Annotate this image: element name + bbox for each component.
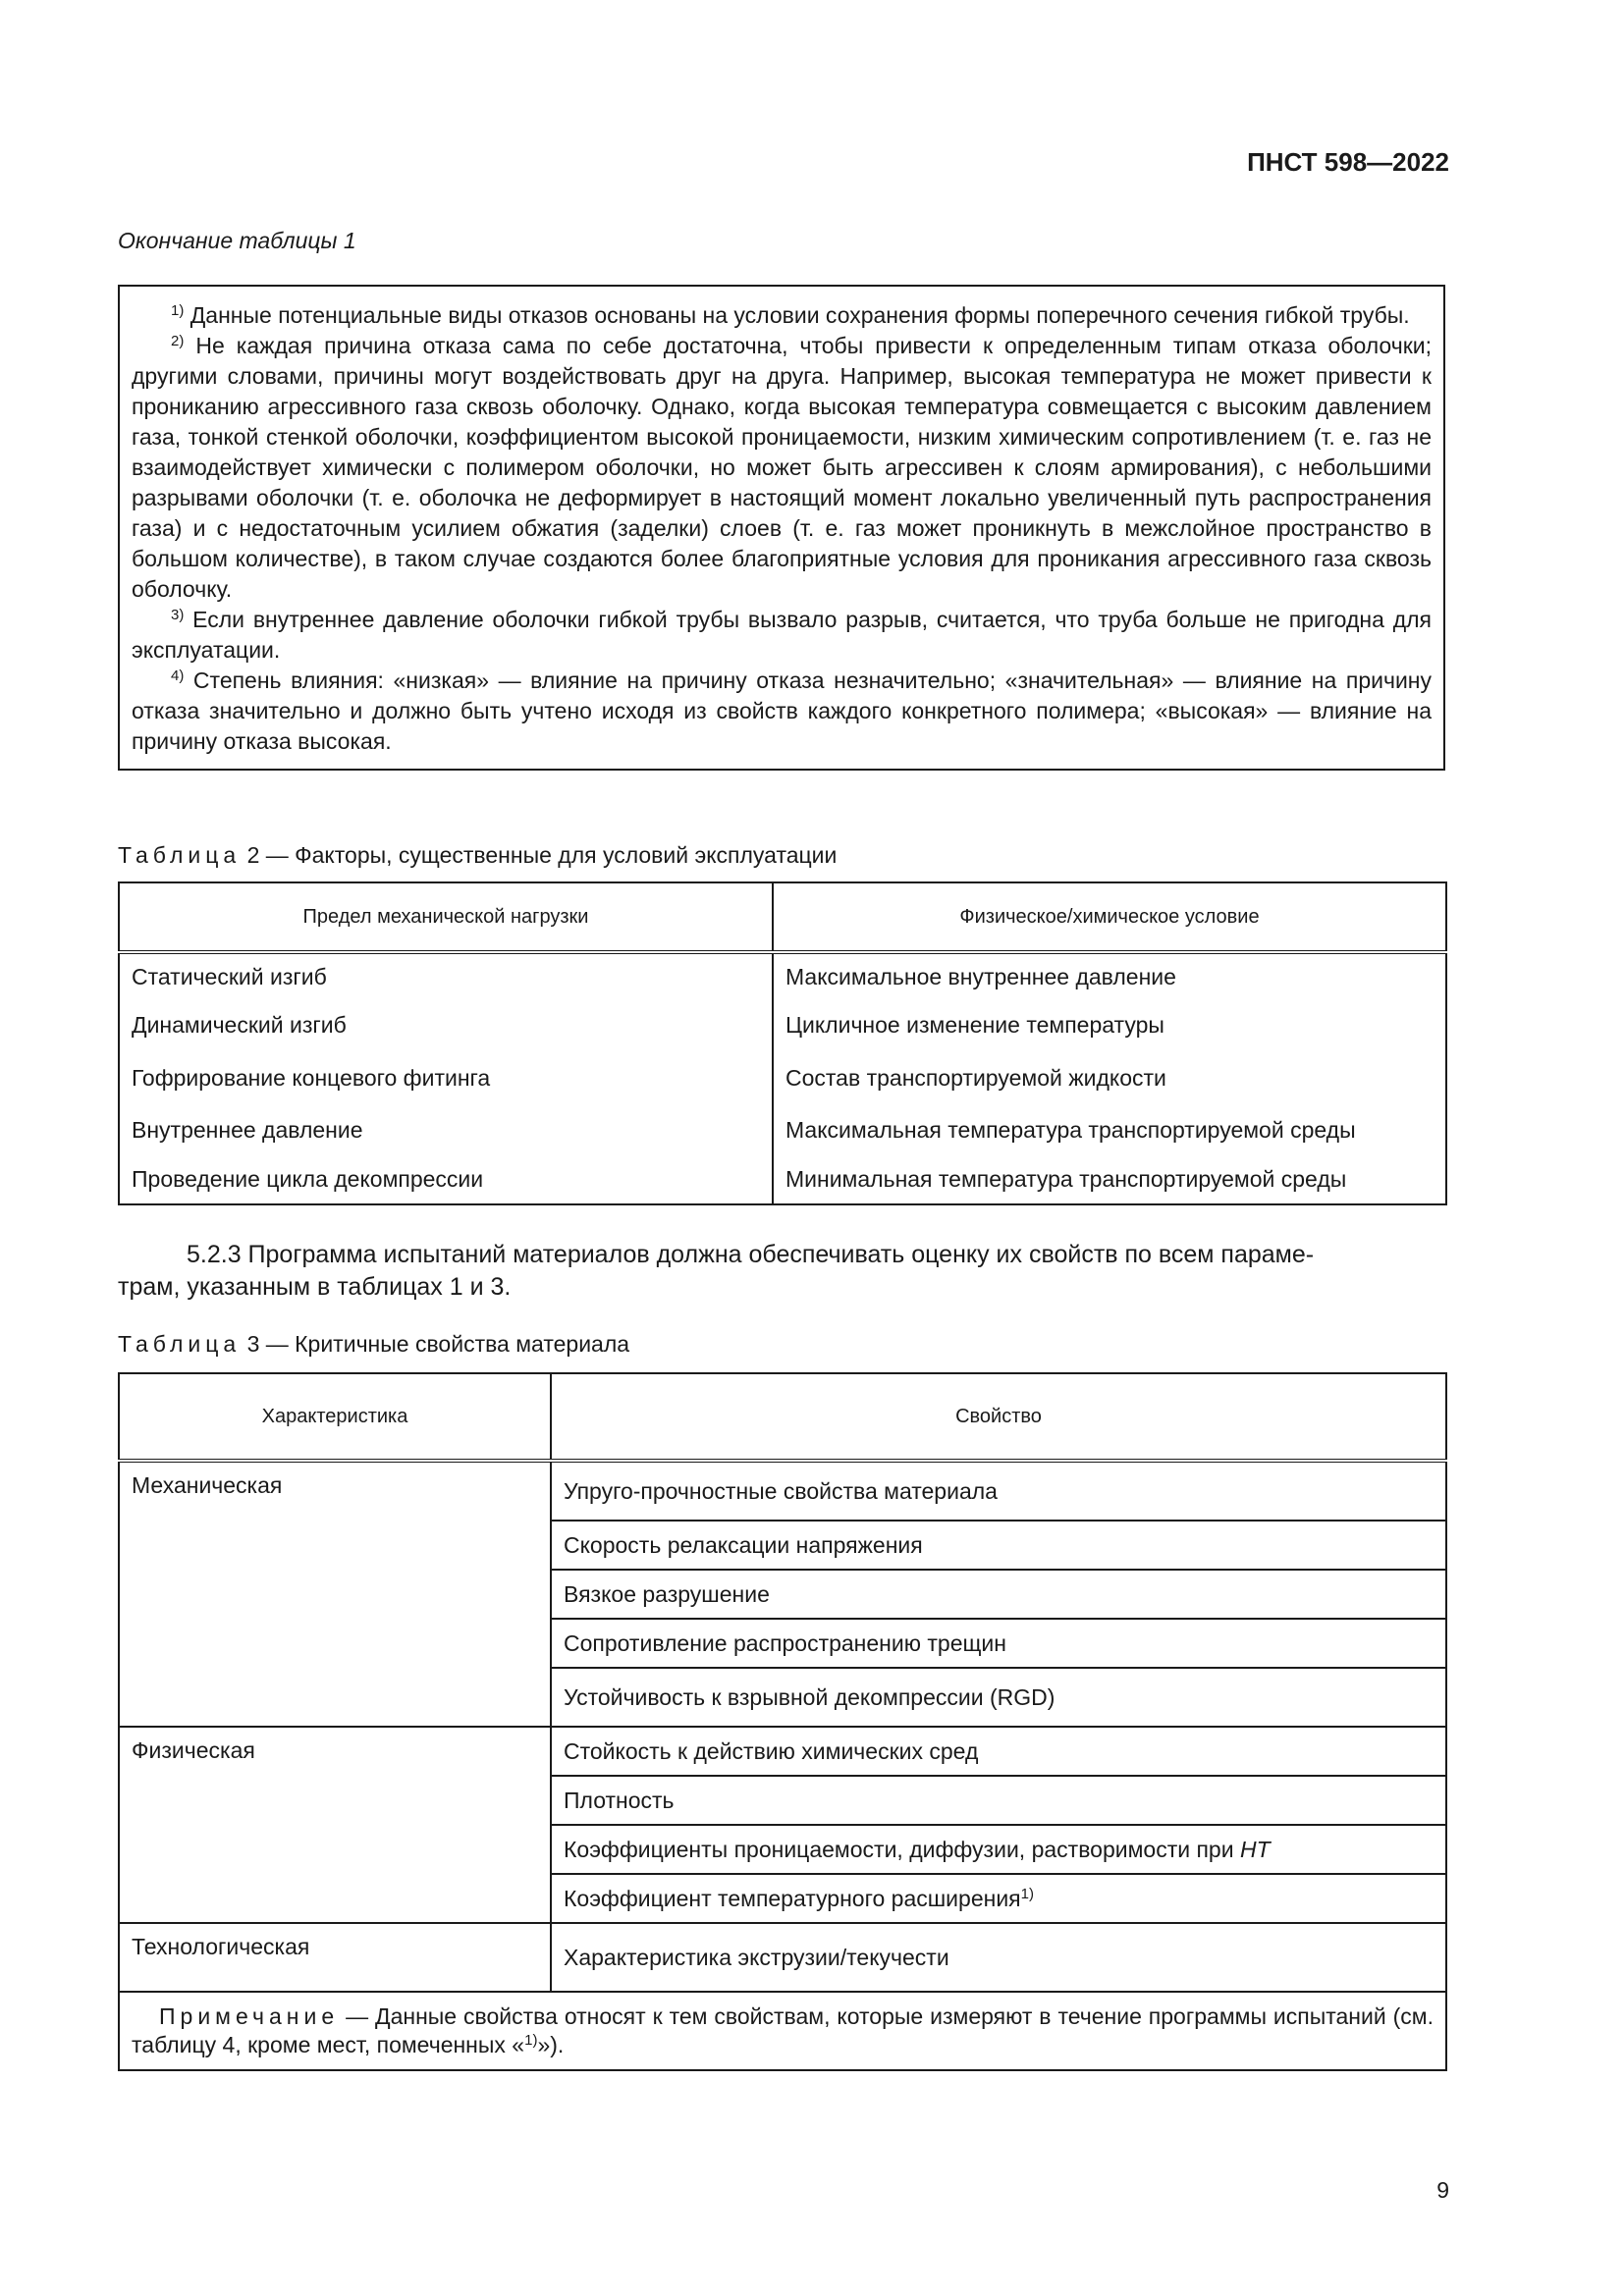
table2-caption: Таблица 2 — Факторы, существенные для условий эксплуатации	[118, 842, 838, 868]
category-cell: Технологическая	[119, 1923, 551, 1992]
table-header-row	[119, 1373, 1446, 1461]
table-row	[119, 952, 1446, 999]
page-number: 9	[1436, 2177, 1449, 2203]
table-note: Примечание — Данные свойства относят к тем свойствам, которые измеряют в течение программы испытаний (см. таблицу 4, кроме мест, помеченных «$^{1)}$»).	[119, 1992, 1446, 2070]
table-note-row	[119, 1992, 1446, 2070]
footnote-text: Если внутреннее давление оболочки гибкой трубы вызвало разрыв, считается, что труба больше не пригодна для эксплуатации.	[132, 607, 1432, 663]
table-header-row	[119, 882, 1446, 952]
table-row	[119, 1050, 1446, 1105]
table-cell: Внутреннее давление	[119, 1105, 773, 1154]
table-header-cell: Характеристика	[119, 1373, 551, 1461]
property-cell: Коэффициенты проницаемости, диффузии, растворимости при HT	[551, 1825, 1446, 1874]
property-cell: Стойкость к действию химических сред	[551, 1727, 1446, 1776]
table-continuation-label: Окончание таблицы 1	[118, 228, 356, 253]
property-cell: Коэффициент температурного расширения$^{1)}$	[551, 1874, 1446, 1923]
footnote-mark: 4)	[171, 667, 185, 684]
table-cell: Цикличное изменение температуры	[785, 1011, 1164, 1038]
table-cell: Динамический изгиб	[119, 999, 773, 1050]
table-row	[119, 1154, 1446, 1204]
property-cell: Вязкое разрушение	[551, 1570, 1446, 1619]
property-cell: Скорость релаксации напряжения	[551, 1521, 1446, 1570]
footnote-text: Данные потенциальные виды отказов основаны на условии сохранения формы поперечного сечения гибкой трубы.	[184, 302, 1410, 328]
footnote-mark: 3)	[171, 607, 185, 623]
footnote-1	[132, 300, 1432, 331]
table-cell: Проведение цикла декомпрессии	[119, 1154, 773, 1204]
table-header-cell: Свойство	[551, 1373, 1446, 1461]
table3-caption: Таблица 3 — Критичные свойства материала	[118, 1331, 630, 1357]
table-row	[119, 1727, 1446, 1776]
table-cell: Статический изгиб	[119, 952, 773, 999]
category-cell: Механическая	[119, 1461, 551, 1727]
clause-5-2-3: 5.2.3 Программа испытаний материалов должна обеспечивать оценку их свойств по всем параме- трам, указанным в таблицах 1 и 3.	[118, 1241, 1315, 1301]
table-cell: Максимальная температура транспортируемой среды	[785, 1116, 1356, 1143]
table2	[118, 881, 1447, 1205]
footnote-4	[132, 666, 1432, 757]
table-header-cell: Предел механической нагрузки	[119, 882, 773, 952]
footnote-2	[132, 331, 1432, 605]
table-row	[119, 999, 1446, 1050]
footnote-3	[132, 605, 1432, 666]
footnotes-box	[118, 285, 1445, 771]
footnote-mark: 1)	[1020, 1885, 1034, 1902]
footnote-text: Степень влияния: «низкая» — влияние на причину отказа незначительно; «значительная» — влияние на причину отказа значительно и должно быть учтено исходя из свойств каждого конкретного полимера; «высокая» — влияние на причину отказа высокая.	[132, 667, 1432, 754]
property-cell: Упруго-прочностные свойства материала	[551, 1461, 1446, 1521]
table-cell: Гофрирование концевого фитинга	[119, 1050, 773, 1105]
table-header-cell: Физическое/химическое условие	[773, 882, 1446, 952]
property-cell: Характеристика экструзии/текучести	[551, 1923, 1446, 1992]
property-cell: Сопротивление распространению трещин	[551, 1619, 1446, 1668]
table-cell: Максимальное внутреннее давление	[785, 963, 1176, 989]
table-cell: Минимальная температура транспортируемой среды	[785, 1165, 1347, 1192]
category-cell: Физическая	[119, 1727, 551, 1923]
property-cell: Устойчивость к взрывной декомпрессии (RGD)	[551, 1668, 1446, 1727]
property-cell: Плотность	[551, 1776, 1446, 1825]
table-cell: Состав транспортируемой жидкости	[785, 1064, 1166, 1091]
table-row	[119, 1105, 1446, 1154]
document-code: ПНСТ 598—2022	[1247, 147, 1449, 177]
table3	[118, 1372, 1447, 2071]
table-row	[119, 1923, 1446, 1992]
footnote-mark: 1)	[171, 302, 185, 319]
footnote-text: Не каждая причина отказа сама по себе достаточна, чтобы привести к определенным типам отказа оболочки; другими словами, причины могут воздействовать друг на друга. Например, высокая температура не может привести к прониканию агрессивного газа сквозь оболочку. Однако, когда высокая температура совмещается с высоким давлением газа, тонкой стенкой оболочки, коэффициентом высокой проницаемости, низким химическим сопротивлением (т. е. газ не взаимодействует химически с полимером оболочки, но может быть агрессивен к слоям армирования), с небольшими разрывами оболочки (т. е. оболочка не деформирует в настоящий момент локально увеличенный путь распространения газа) и с недостаточным усилием обжатия (заделки) слоев (т. е. газ может проникнуть в межслойное пространство в большом количестве), в таком случае создаются более благоприятные условия для проникания агрессивного газа сквозь оболочку.	[132, 333, 1432, 602]
footnote-mark: 2)	[171, 333, 185, 349]
table-row	[119, 1461, 1446, 1521]
